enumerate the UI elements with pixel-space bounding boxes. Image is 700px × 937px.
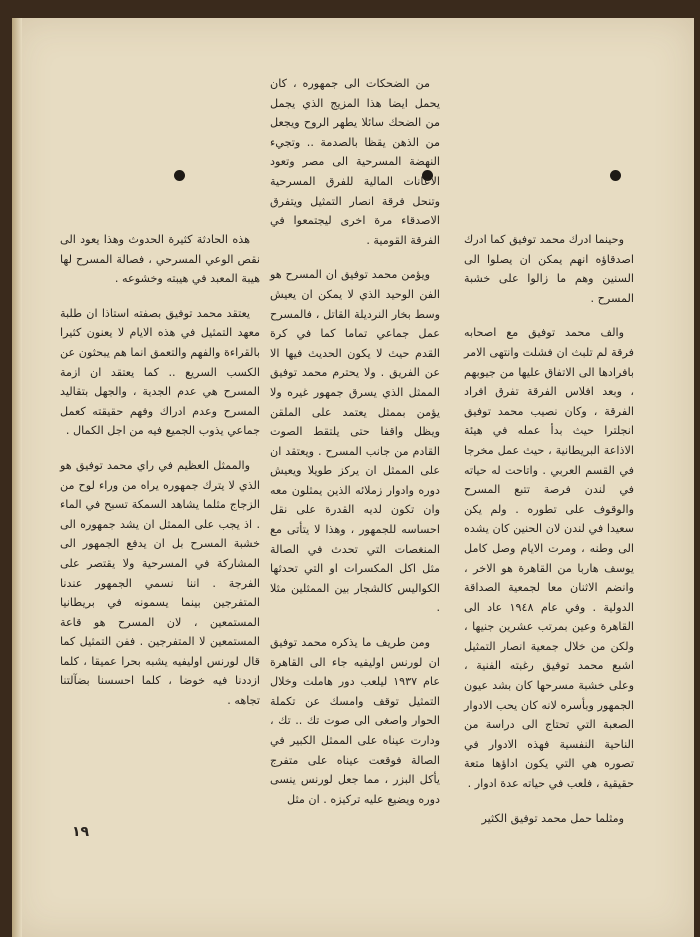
paragraph: والف محمد توفيق مع اصحابه فرقة لم تلبث ان فشلت وانتهى الامر بافرادها الى الاتفاق عليها من جيوبهم ، وبعد افلاس الفرقة تفرق افراد الفرقة ، وكان نصيب محمد توفيق انجلترا حيث بدأ عمله في هيئة الاذاعة البريطانية ، حيث عمل مخرجا في القسم العربي . واتاحت له حياته في لندن فرصة تتبع المسرح والوقوف على تطوره . ولم يكن سعيدا في لندن لان الحنين كان يشده الى وطنه ، ومرت الايام وصل كامل يوسف هاربا من القاهرة هو الاخر ، وانضم الاثنان معا لجمعية الصداقة الدولية . وفي عام ١٩٤٨ عاد الى القاهرة وعين بمرتب عشرين جنيها ، ولكن من خلال جمعية انصار التمثيل اشبع محمد توفيق رغبته الفنية ، وعلى خشبة مسرحها كان بشد عيون الجمهور وبأسره لانه كان يحب الادوار الصعبة التي تحتاج الى دراسة من الناحية النفسية فهذه الادوار في تصوره هي التي يكون اداؤها متعة حقيقية ، فلعب في حياته عدة ادوار . xyxy=(464,326,634,791)
page-number: ١٩ xyxy=(72,824,90,840)
separator-dot-right xyxy=(610,170,621,181)
separator-dot-left xyxy=(174,170,185,181)
page-spine-shadow xyxy=(12,18,22,937)
paragraph: من الضحكات الى جمهوره ، كان يحمل ايضا هذا المزيج الذي يجمل من الضحك سائلا يطهر الروح ويجعل من الذهن يقظا بالصدمة .. وتجيء النهضة المسرحية الى مصر وتعود الاعانات المالية للفرق المسرحية وتنحل فرقة انصار التمثيل ويتفرق الاصدقاء مرة اخرى ليجتمعوا في الفرقة القومية . xyxy=(270,77,440,247)
article-column-middle xyxy=(270,74,440,824)
article-column-left xyxy=(60,230,260,726)
paragraph: ومن طريف ما يذكره محمد توفيق ان لورنس اوليفيه جاء الى القاهرة عام ١٩٣٧ ليلعب دور هاملت وخلال التمثيل توقف وامسك عن تكملة الحوار واصغى الى صوت تك .. تك ، ودارت عيناه على الممثل الكبير في الصالة فوقعت عيناه على متفرج يأكل البزر ، مما جعل لورنس ينسى دوره ويضيع عليه تركيزه . ان مثل xyxy=(270,636,440,806)
paragraph: ومثلما حمل محمد توفيق الكثير xyxy=(481,811,624,825)
magazine-page xyxy=(12,18,694,937)
paragraph: والممثل العظيم في راي محمد توفيق هو الذي لا يترك جمهوره يراه من وراء لوح من الزجاج مثلما يشاهد السمكة تسبح في الماء . اذ يجب على الممثل ان يشد جمهوره الى خشبة المسرح بل ان يدفع الجمهور الى المشاركة في المسرحية ولا يقتصر على الفرجة . اننا نسمي الجمهور عندنا المتفرجين بينما يسمونه في بريطانيا المستمعين ، لان المسرح هو قاعة المستمعين لا المتفرجين . ففن التمثيل كما قال لورنس اوليفيه يشبه بحرا عميقا ، كلما ازددنا فيه خوضا ، كلما احسسنا بضآلتنا تجاهه . xyxy=(60,458,260,708)
paragraph: ويؤمن محمد توفيق ان المسرح هو الفن الوحيد الذي لا يمكن ان يعيش وسط بخار النرديلة القاتل ، فالمسرح عمل جماعي تماما كما في كرة القدم حيث لا يكون الحديث فيها الا عن الفريق . ولا يحترم محمد توفيق الممثل الذي يسرق جمهور غيره ولا يؤمن بممثل يعتمد على الملقن ويظل واقفا حتى يلتقط الصوت القادم من جانب المسرح . ويعتقد ان على الممثل ان يركز طويلا ويعيش دوره وادوار زملائه الذين يمثلون معه وان تكون لديه القدرة على نقل احساسه للجمهور ، وهذا لا يتأتى مع المنغصات التي تحدث في الصالة مثل اكل المكسرات او التي تحدثها الكواليس كالشجار بين الممثلين مثلا . xyxy=(270,268,440,615)
paragraph: هذه الحادثة كثيرة الحدوث وهذا يعود الى نقص الوعي المسرحي ، فصالة المسرح لها هيبة المعبد في هيبته وخشوعه . xyxy=(60,233,260,286)
paragraph: يعتقد محمد توفيق بصفته استاذا ان طلبة معهد التمثيل في هذه الايام لا يعنون كثيرا بالقراءة والفهم والتعمق انما هم يبحثون عن الكسب السريع .. كما يعتقد ان ازمة المسرح هي عدم الجدية ، والجهل بتقاليد المسرح وعدم ادراك وفهم حقيقته كعمل جماعي يذوب الجميع فيه من اجل الكمال . xyxy=(60,306,260,438)
paragraph: وحينما ادرك محمد توفيق كما ادرك اصدقاؤه انهم يمكن ان يصلوا الى السنين وهم ما زالوا على خشبة المسرح . xyxy=(464,233,634,305)
article-column-right xyxy=(464,230,634,843)
